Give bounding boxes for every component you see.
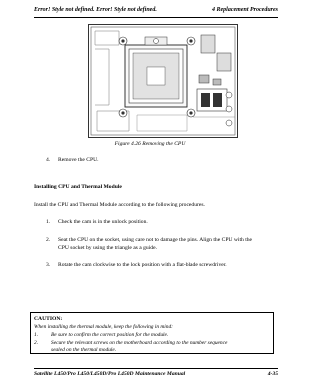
page-footer [34,368,278,378]
step-text: Rotate the cam clockwise to the lock position with a flat-blade screwdriver. [58,262,227,268]
footer-manual-title: Satellite L450/Pro L450/L450D/Pro L450D Maintenance Manual [34,371,186,377]
cpu-removal-figure [88,24,238,138]
step-text-continued: CPU socket by using the triangle as a guide. [58,245,157,251]
page-header [34,6,278,18]
step-number: 1. [46,219,51,225]
step-text: Check the cam is in the unlock position. [58,219,148,225]
section-intro: Install the CPU and Thermal Module according to the following procedures. [34,202,205,208]
caution-item-text: Secure the relevant screws on the motherboard according to the number sequence [51,340,228,346]
step-number: 4. [46,157,51,163]
caution-subtitle: When installing the thermal module, keep the following in mind: [34,324,173,330]
caution-title: CAUTION: [34,316,63,322]
step-text: Remove the CPU. [58,157,99,163]
step-number: 3. [46,262,51,268]
step-text: Seat the CPU on the socket, using care not to damage the pins. Align the CPU with the [58,237,253,243]
caution-box [30,312,274,354]
header-section-title: 4 Replacement Procedures [212,7,278,13]
caution-item-number: 2. [34,340,39,346]
motherboard-illustration [89,25,237,137]
section-title: Installing CPU and Thermal Module [34,184,122,190]
caution-item-text-continued: sealed on the thermal module. [51,346,117,353]
step-number: 2. [46,237,51,243]
caution-item-number: 1. [34,332,39,338]
footer-page-number: 4-35 [267,371,278,377]
header-chapter-title: Error! Style not defined. Error! Style not defined. [34,7,157,13]
caution-item-text: Be sure to confirm the correct position for the module. [51,332,169,338]
figure-caption: Figure 4.26 Removing the CPU [114,141,186,147]
